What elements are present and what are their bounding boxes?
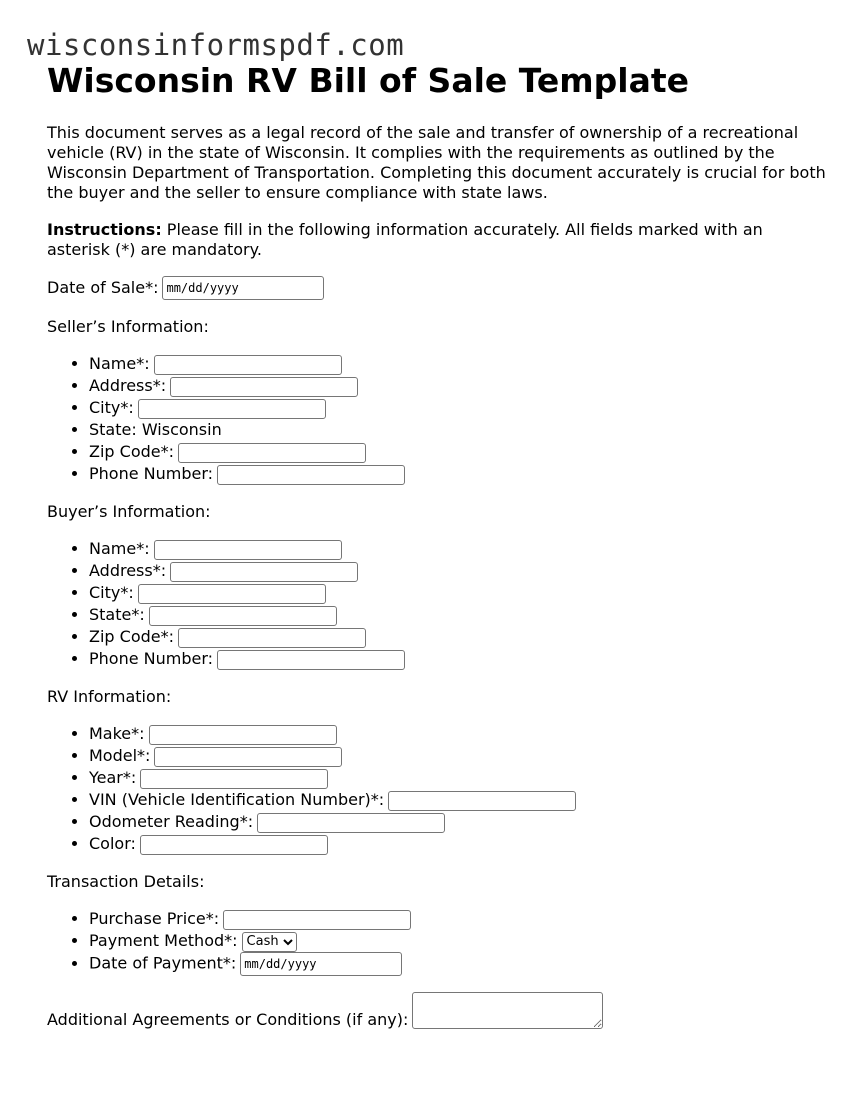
buyer-zip-item [89,626,827,648]
seller-name-item [89,353,827,375]
rv-make-label: Make*: [89,724,145,743]
site-watermark: wisconsinformspdf.com [27,28,405,62]
seller-phone-item [89,463,827,485]
purchase-price-item [89,908,827,930]
rv-year-item [89,767,827,789]
seller-fields [47,353,827,485]
rv-make-input[interactable] [149,725,337,745]
date-of-sale-input[interactable] [162,276,324,300]
payment-date-label: Date of Payment*: [89,953,237,973]
seller-phone-input[interactable] [217,465,405,485]
additional-agreements-textarea[interactable] [412,992,603,1029]
rv-vin-label: VIN (Vehicle Identification Number)*: [89,790,385,809]
rv-year-input[interactable] [140,769,328,789]
buyer-address-label: Address*: [89,561,167,580]
seller-phone-label: Phone Number: [89,464,214,483]
buyer-phone-label: Phone Number: [89,649,214,668]
seller-city-label: City*: [89,398,134,417]
rv-vin-item [89,789,827,811]
rv-odometer-input[interactable] [257,813,445,833]
rv-color-label: Color: [89,834,136,853]
additional-agreements-label: Additional Agreements or Conditions (if any): [47,1010,409,1029]
seller-section-title: Seller’s Information: [47,317,209,336]
date-of-sale-label: Date of Sale*: [47,278,159,297]
rv-fields [47,723,827,855]
buyer-name-item [89,538,827,560]
seller-address-item [89,375,827,397]
payment-date-input[interactable] [240,952,402,976]
buyer-address-input[interactable] [170,562,358,582]
instructions-label: Instructions: [47,220,162,239]
rv-color-item [89,833,827,855]
date-of-sale-row [47,276,827,300]
seller-city-input[interactable] [138,399,326,419]
buyer-phone-item [89,648,827,670]
buyer-name-label: Name*: [89,539,150,558]
rv-model-label: Model*: [89,746,151,765]
transaction-section-title: Transaction Details: [47,872,205,891]
intro-paragraph: This document serves as a legal record of the sale and transfer of ownership of a recreational vehicle (RV) in the state of Wisconsin. It complies with the requirements as outlined by the Wisconsin Department of Transportation. Completing this document accurately is crucial for both the buyer and the seller to ensure compliance with state laws. [47,123,826,202]
seller-name-input[interactable] [154,355,342,375]
seller-state-item [89,419,827,441]
seller-address-input[interactable] [170,377,358,397]
buyer-state-input[interactable] [149,606,337,626]
buyer-zip-input[interactable] [178,628,366,648]
seller-zip-input[interactable] [178,443,366,463]
buyer-zip-label: Zip Code*: [89,627,174,646]
rv-model-input[interactable] [154,747,342,767]
seller-name-label: Name*: [89,354,150,373]
buyer-section-title: Buyer’s Information: [47,502,211,521]
instructions-text: Please fill in the following information accurately. All fields marked with an asterisk (*) are mandatory. [47,220,763,259]
buyer-state-item [89,604,827,626]
rv-section-title: RV Information: [47,687,172,706]
rv-odometer-item [89,811,827,833]
seller-address-label: Address*: [89,376,167,395]
buyer-state-label: State*: [89,605,145,624]
seller-zip-item [89,441,827,463]
additional-agreements-row [47,992,827,1029]
purchase-price-input[interactable] [223,910,411,930]
payment-method-select[interactable] [242,932,297,952]
seller-state-label: State: Wisconsin [89,420,222,439]
buyer-phone-input[interactable] [217,650,405,670]
buyer-city-input[interactable] [138,584,326,604]
seller-city-item [89,397,827,419]
buyer-address-item [89,560,827,582]
transaction-fields [47,908,827,976]
rv-make-item [89,723,827,745]
payment-method-item [89,930,827,952]
payment-date-item [89,952,827,976]
rv-odometer-label: Odometer Reading*: [89,812,254,831]
seller-zip-label: Zip Code*: [89,442,174,461]
rv-vin-input[interactable] [388,791,576,811]
buyer-name-input[interactable] [154,540,342,560]
buyer-city-item [89,582,827,604]
form-content [47,58,827,1029]
instructions-paragraph [47,220,827,260]
rv-color-input[interactable] [140,835,328,855]
buyer-city-label: City*: [89,583,134,602]
page-title: Wisconsin RV Bill of Sale Template [47,61,690,100]
buyer-fields [47,538,827,670]
rv-year-label: Year*: [89,768,137,787]
purchase-price-label: Purchase Price*: [89,909,220,928]
payment-method-label: Payment Method*: [89,931,238,950]
rv-model-item [89,745,827,767]
